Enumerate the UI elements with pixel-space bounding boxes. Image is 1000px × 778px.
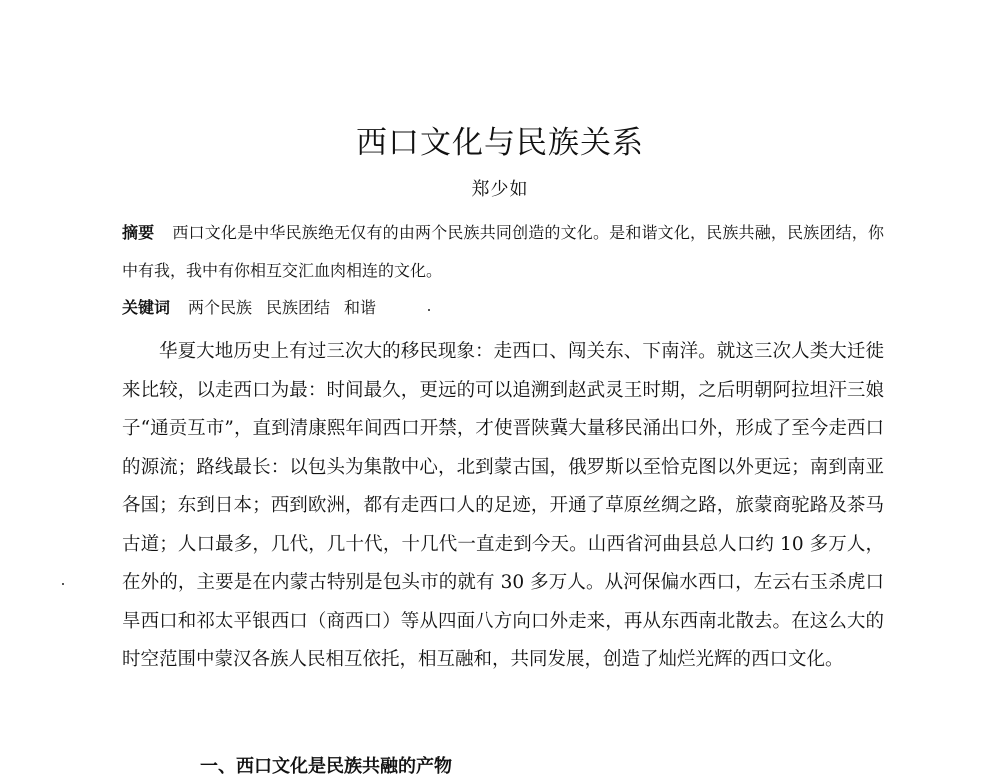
keyword-item: 两个民族: [188, 298, 253, 317]
keyword-item: 和谐: [344, 298, 377, 317]
keywords-label: 关键词: [122, 298, 171, 317]
section-heading-partial: 一、西口文化是民族共融的产物: [200, 756, 452, 777]
author-name: 郑少如: [471, 179, 529, 200]
paper-title: 西口文化与民族关系: [356, 125, 644, 161]
keywords: [122, 297, 884, 319]
keyword-item: 民族团结: [266, 298, 331, 317]
abstract-text: 西口文化是中华民族绝无仅有的由两个民族共同创造的文化。是和谐文化，民族共融，民族团结，你中有我，我中有你相互交汇血肉相连的文化。: [122, 223, 884, 280]
scan-speck: [62, 583, 64, 585]
scan-speck: [428, 309, 430, 311]
abstract: [122, 214, 884, 290]
abstract-label: 摘要: [122, 223, 155, 242]
body-paragraph: 华夏大地历史上有过三次大的移民现象：走西口、闯关东、下南洋。就这三次人类大迁徙来比较，以走西口为最：时间最久，更远的可以追溯到赵武灵王时期，之后明朝阿拉坦汗三娘子“通贡互市”，直到清康熙年间西口开禁，才使晋陕冀大量移民涌出口外，形成了至今走西口的源流；路线最长：以包头为集散中心，北到蒙古国，俄罗斯以至恰克图以外更远；南到南亚各国；东到日本；西到欧洲，都有走西口人的足迹，开通了草原丝绸之路，旅蒙商驼路及茶马古道；人口最多，几代，几十代，十几代一直走到今天。山西省河曲县总人口约 10 多万人，在外的，主要是在内蒙古特别是包头市的就有 30 多万人。从河保偏水西口，左云右玉杀虎口旱西口和祁太平银西口（商西口）等从四面八方向口外走来，再从东西南北散去。在这么大的时空范围中蒙汉各族人民相互依托，相互融和，共同发展，创造了灿烂光辉的西口文化。: [122, 341, 884, 670]
